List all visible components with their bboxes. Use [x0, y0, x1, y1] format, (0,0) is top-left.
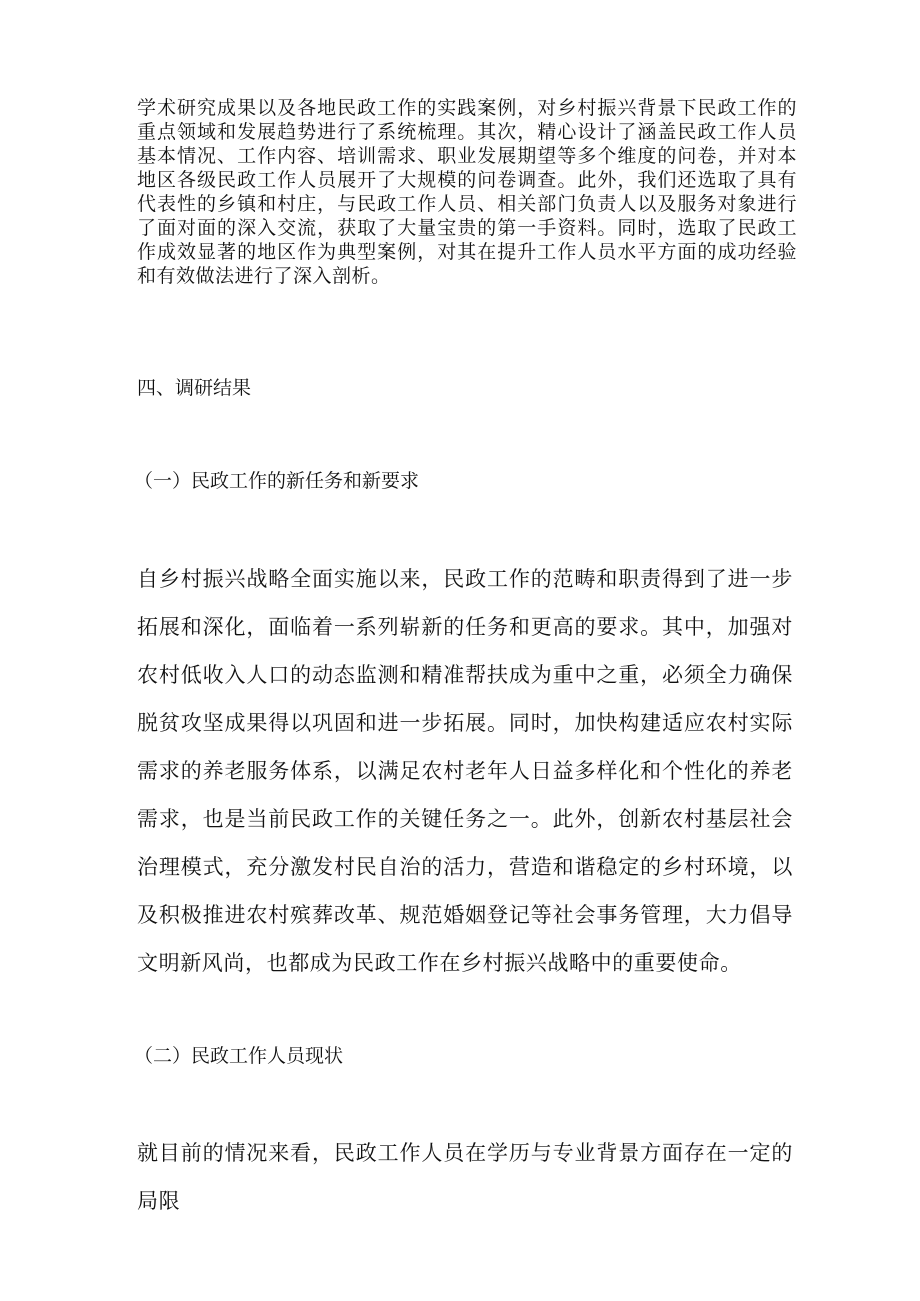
subsection-heading-staff-status: （二）民政工作人员现状	[134, 1045, 344, 1067]
section-heading-results: 四、调研结果	[137, 377, 252, 399]
staff-status-paragraph: 就目前的情况来看，民政工作人员在学历与专业背景方面存在一定的局限	[137, 1141, 793, 1213]
new-tasks-paragraph: 自乡村振兴战略全面实施以来，民政工作的范畴和职责得到了进一步拓展和深化，面临着一系列崭新的任务和更高的要求。其中，加强对农村低收入人口的动态监测和精准帮扶成为重中之重，必须全力确保脱贫攻坚成果得以巩固和进一步拓展。同时，加快构建适应农村实际需求的养老服务体系，以满足农村老年人日益多样化和个性化的养老需求，也是当前民政工作的关键任务之一。此外，创新农村基层社会治理模式，充分激发村民自治的活力，营造和谐稳定的乡村环境，以及积极推进农村殡葬改革、规范婚姻登记等社会事务管理，大力倡导文明新风尚，也都成为民政工作在乡村振兴战略中的重要使命。	[137, 567, 793, 975]
subsection-heading-new-tasks: （一）民政工作的新任务和新要求	[134, 470, 420, 492]
intro-paragraph: 学术研究成果以及各地民政工作的实践案例，对乡村振兴背景下民政工作的重点领域和发展趋势进行了系统梳理。其次，精心设计了涵盖民政工作人员基本情况、工作内容、培训需求、职业发展期望等多个维度的问卷，并对本地区各级民政工作人员展开了大规模的问卷调查。此外，我们还选取了具有代表性的乡镇和村庄，与民政工作人员、相关部门负责人以及服务对象进行了面对面的深入交流，获取了大量宝贵的第一手资料。同时，选取了民政工作成效显著的地区作为典型案例，对其在提升工作人员水平方面的成功经验和有效做法进行了深入剖析。	[137, 97, 797, 287]
